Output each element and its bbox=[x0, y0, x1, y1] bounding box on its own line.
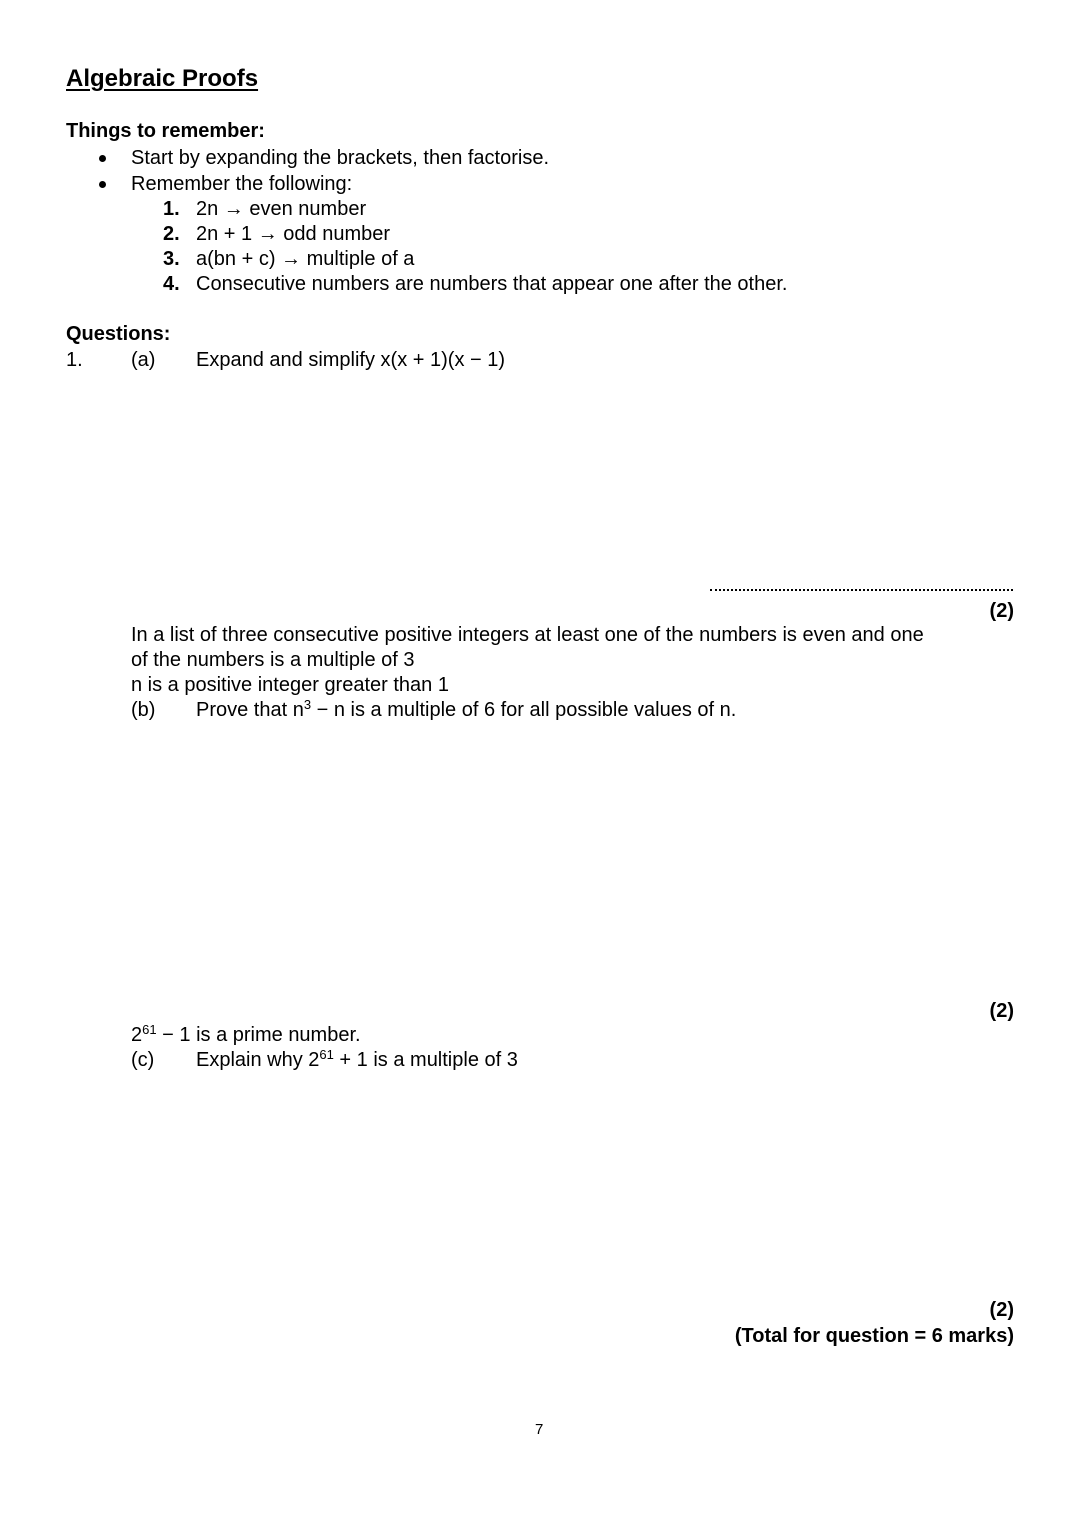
questions-heading: Questions: bbox=[66, 323, 171, 345]
part-b-text: Prove that $n^3 - n$ is a multiple of 6 for all possible values of n. bbox=[196, 697, 737, 721]
page-number: 7 bbox=[535, 1421, 544, 1438]
remember-bullet-2: Remember the following: bbox=[131, 173, 353, 195]
bullet-icon bbox=[99, 155, 106, 162]
intro-line-1: In a list of three consecutive positive integers at least one of the numbers is even and one bbox=[131, 624, 924, 646]
part-c-label: (c) bbox=[131, 1049, 155, 1071]
remember-bullet-1: Start by expanding the brackets, then factorise. bbox=[131, 147, 550, 169]
part-b-label: (b) bbox=[131, 699, 156, 721]
list-item: 2n + 1 → odd number bbox=[196, 223, 391, 245]
list-item: a(bn + c) → multiple of a bbox=[196, 248, 415, 270]
part-a-label: (a) bbox=[131, 349, 156, 371]
part-c-text: Explain why $2^{61} + 1$ is a multiple of 3 bbox=[196, 1047, 518, 1071]
list-item: Consecutive numbers are numbers that appear one after the other. bbox=[196, 273, 788, 295]
list-item-number: 3. bbox=[163, 248, 180, 270]
page-title: Algebraic Proofs bbox=[66, 65, 259, 92]
list-item-number: 4. bbox=[163, 273, 180, 295]
question-number: 1. bbox=[66, 349, 83, 371]
list-item: 2n → even number bbox=[196, 198, 367, 220]
intro-line-3: n is a positive integer greater than 1 bbox=[131, 674, 449, 696]
part-c-marks: (2) bbox=[989, 1299, 1014, 1321]
part-c-intro: $2^{61} - 1$ is a prime number. bbox=[131, 1022, 361, 1046]
bullet-icon bbox=[99, 181, 106, 188]
part-a-marks: (2) bbox=[989, 600, 1014, 622]
part-a-text: Expand and simplify x(x + 1)(x − 1) bbox=[196, 349, 506, 371]
list-item-number: 2. bbox=[163, 223, 180, 245]
list-item-number: 1. bbox=[163, 198, 180, 220]
remember-heading: Things to remember: bbox=[66, 120, 265, 142]
intro-line-2: of the numbers is a multiple of 3 bbox=[131, 649, 415, 671]
answer-line[interactable] bbox=[710, 589, 1013, 591]
part-b-marks: (2) bbox=[989, 1000, 1014, 1022]
total-marks: (Total for question = 6 marks) bbox=[734, 1325, 1014, 1347]
